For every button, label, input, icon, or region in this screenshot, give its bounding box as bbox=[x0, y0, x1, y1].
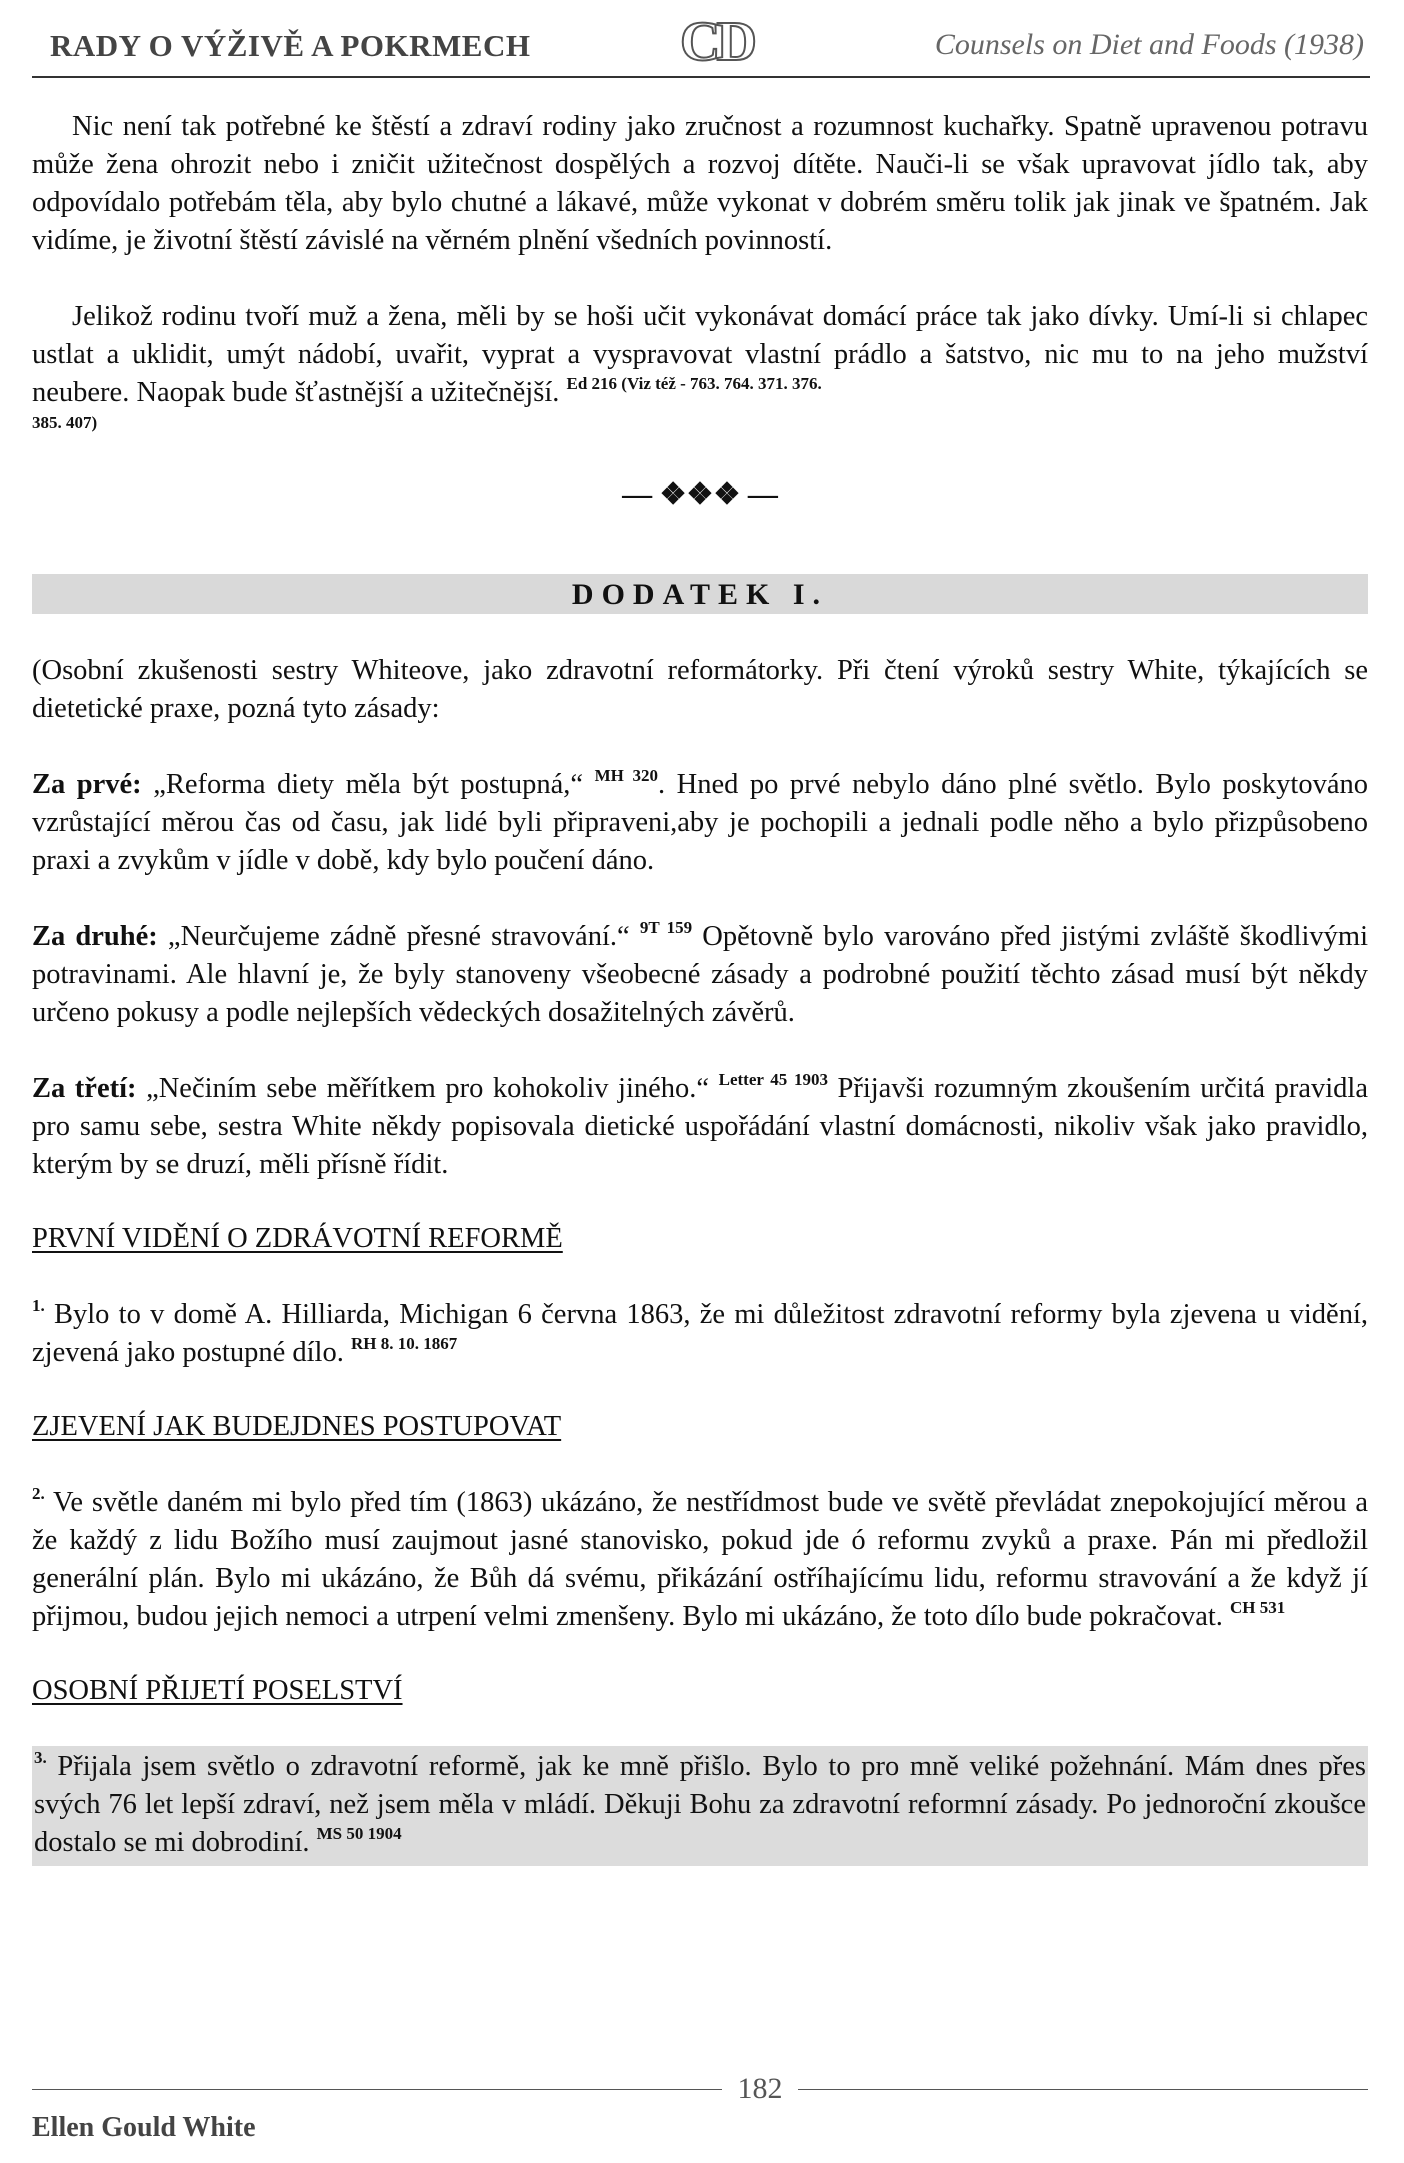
reference-rh: RH 8. 10. 1867 bbox=[350, 1334, 458, 1353]
footer-rule-right bbox=[798, 2089, 1368, 2090]
page-number: 182 bbox=[737, 2072, 783, 2105]
heading-personal-acceptance: OSOBNÍ PŘIJETÍ POSELSTVÍ bbox=[32, 1675, 403, 1706]
page-header bbox=[32, 11, 1370, 78]
book-title-czech: RADY O VÝŽIVĚ A POKRMECH bbox=[50, 28, 531, 63]
numbered-paragraph-text: Přijala jsem světlo o zdravotní reformě, jak ke mně přišlo. Bylo to pro mně veliké požehnání. Mám dnes přes svých 76 let lepší zdraví, než jsem měla v mládí. Děkuji Bohu za zdravotní reformní zásady. Po jednoroční zkoušce dostalo se mi dobrodiní. bbox=[34, 1751, 1366, 1858]
section-divider-ornament: — ❖❖❖ — bbox=[622, 478, 778, 511]
numbered-paragraph-text: Bylo to v domě A. Hilliarda, Michigan 6 června 1863, že mi důležitost zdravotní reformy byla zjevena u vidění, zjevená jako postupné dílo. bbox=[32, 1299, 1368, 1368]
reference-ms: MS 50 1904 bbox=[316, 1824, 402, 1843]
appendix-title: DODATEK I. bbox=[32, 574, 1368, 614]
point-first bbox=[32, 766, 1368, 880]
book-title-english: Counsels on Diet and Foods (1938) bbox=[934, 28, 1364, 61]
point-second-text: Opětovně bylo varováno před jistými zvláště škodlivými potravinami. Ale hlavní je, že byly stanoveny všeobecné zásady a podrobné použití těchto zásad musí být někdy určeno pokusy a podle nejlepších vědeckých dosažitelných závěrů. bbox=[32, 921, 1368, 1028]
point-third-quote: „Nečiním sebe měřítkem pro kohokoliv jiného.“ bbox=[136, 1073, 719, 1104]
point-second-quote: „Neurčujeme zádně přesné stravování.“ bbox=[157, 921, 640, 952]
numbered-paragraph-3 bbox=[32, 1746, 1368, 1866]
point-second bbox=[32, 918, 1368, 1032]
numbered-paragraph-1 bbox=[32, 1296, 1368, 1372]
paragraph-number: 3. bbox=[34, 1748, 47, 1767]
point-first-ref: MH 320 bbox=[594, 766, 659, 785]
paragraph-boys bbox=[32, 298, 1368, 412]
point-third-text: Přijavši rozumným zkoušením určitá pravidla pro samu sebe, sestra White někdy popisovala dietické uspořádání vlastní domácnosti, nikoliv však jako pravidlo, kterým by se druzí, měli přísně řídit. bbox=[32, 1073, 1369, 1180]
point-first-quote: „Reforma diety měla být postupná,“ bbox=[141, 769, 595, 800]
numbered-paragraph-text: Ve světle daném mi bylo před tím (1863) ukázáno, že nestřídmost bude ve světě převládat znepokojující měrou a že každý z lidu Božího musí zaujmout jasné stanovisko, pokud jde ó reformu zvyků a praxe. Pán mi předložil generální plán. Bylo mi ukázáno, že Bůh dá svému, přikázání ostříhajícímu lidu, reformu stravování a že když jí přijmou, budou jejich nemoci a utrpení velmi zmenšeny. Bylo mi ukázáno, že toto dílo bude pokračovat. bbox=[32, 1487, 1368, 1632]
paragraph-number: 1. bbox=[32, 1296, 45, 1315]
point-third bbox=[32, 1070, 1368, 1184]
paragraph-boys-text: Jelikož rodinu tvoří muž a žena, měli by se hoši učit vykonávat domácí práce tak jako dívky. Umí-li si chlapec ustlat a uklidit, umýt nádobí, uvařit, vyprat a vyspravovat vlastní prádlo a šatstvo, nic mu to na jeho mužství neubere. Naopak bude šťastnější a užitečnější. bbox=[32, 301, 1368, 408]
point-first-text: . Hned po prvé nebylo dáno plné světlo. Bylo poskytováno vzrůstající měrou čas od času, jak lidé byli připraveni,aby je pochopili a jednali podle něho a bylo přizpůsobeno praxi a zvykům v jídle v době, kdy bylo poučení dáno. bbox=[32, 769, 1368, 876]
page-body bbox=[32, 108, 1368, 1866]
point-third-lead: Za třetí: bbox=[32, 1073, 137, 1104]
point-first-lead: Za prvé: bbox=[32, 769, 142, 800]
appendix-intro: (Osobní zkušenosti sestry Whiteove, jako zdravotní reformátorky. Při čtení výroků sestry White, týkajících se dietetické praxe, pozná tyto zásady: bbox=[32, 655, 1368, 724]
point-second-ref: 9T 159 bbox=[639, 918, 693, 937]
cd-logo: CD bbox=[680, 11, 753, 73]
point-third-ref: Letter 45 1903 bbox=[718, 1070, 828, 1089]
paragraph-number: 2. bbox=[32, 1484, 45, 1503]
reference-ch: CH 531 bbox=[1230, 1598, 1286, 1617]
heading-first-vision: PRVNÍ VIDĚNÍ O ZDRÁVOTNÍ REFORMĚ bbox=[32, 1223, 563, 1254]
heading-revelation: ZJEVENÍ JAK BUDEJDNES POSTUPOVAT bbox=[32, 1411, 562, 1442]
reference-ed216-cont: 385. 407) bbox=[32, 413, 98, 432]
footer-author: Ellen Gould White bbox=[32, 2112, 256, 2143]
paragraph-cook: Nic není tak potřebné ke štěstí a zdraví rodiny jako zručnost a rozumnost kuchařky. Spatně upravenou potravu může žena ohrozit nebo i zničit užitečnost dospělých a rozvoj dítěte. Nauči-li se však upravovat jídlo tak, aby odpovídalo potřebám těla, aby bylo chutné a lákavé, může vykonat v dobrém směru tolik jak jinak ve špatném. Jak vidíme, je životní štěstí závislé na věrném plnění všedních povinností. bbox=[32, 111, 1368, 256]
reference-ed216: Ed 216 (Viz též - 763. 764. 371. 376. bbox=[566, 374, 822, 393]
numbered-paragraph-2 bbox=[32, 1484, 1368, 1636]
footer-rule-left bbox=[32, 2089, 722, 2090]
point-second-lead: Za druhé: bbox=[32, 921, 158, 952]
